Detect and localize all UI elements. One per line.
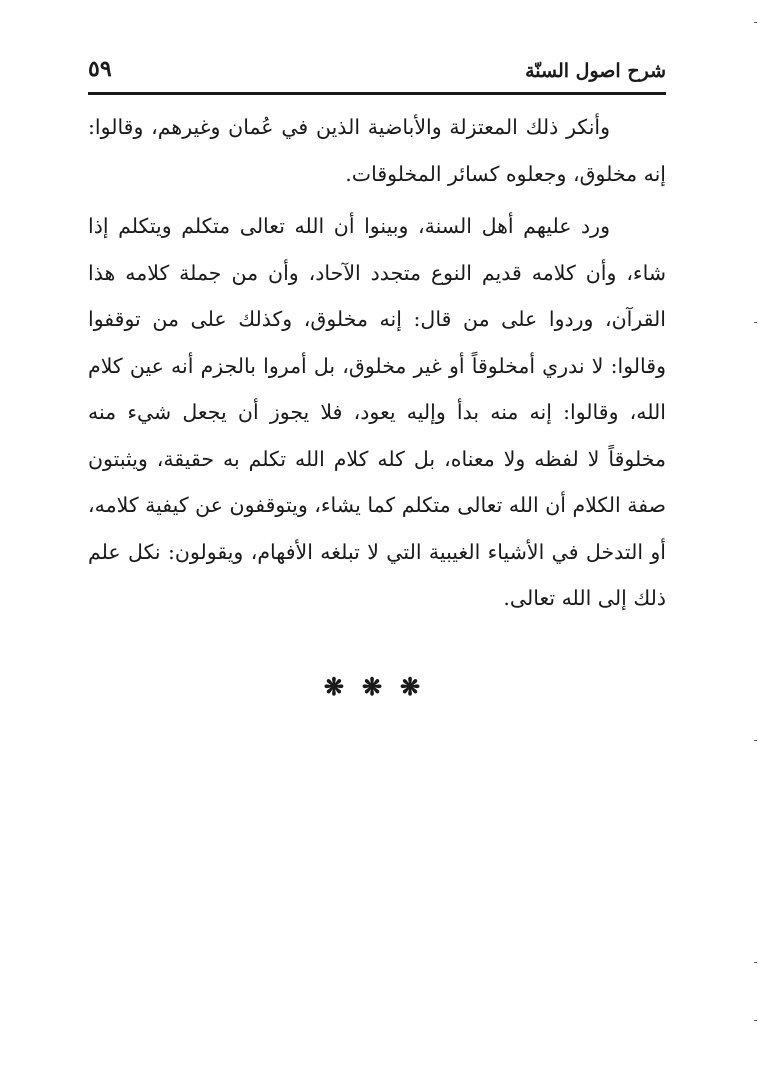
page-number: ٥٩ — [88, 56, 112, 82]
running-title: شرح اصول السنّة — [525, 60, 666, 82]
scan-speck — [754, 740, 757, 741]
header-rule — [88, 92, 666, 95]
scan-speck — [754, 1020, 757, 1021]
scan-speck — [754, 962, 757, 963]
scan-speck — [754, 322, 757, 323]
body-text — [88, 104, 666, 622]
page-header — [88, 52, 666, 92]
section-divider-asterisks: ❋❋❋ — [323, 672, 439, 701]
paragraph-2: ورد عليهم أهل السنة، وبينوا أن الله تعالى متكلم ويتكلم إذا شاء، وأن كلامه قديم النوع متجدد الآحاد، وأن من جملة كلامه هذا القرآن، وردوا على من قال: إنه مخلوق، وكذلك على من توقفوا وقالوا: لا ندري أمخلوقاً أو غير مخلوق، بل أمروا بالجزم أنه عين كلام الله، وقالوا: إنه منه بدأ وإليه يعود، فلا يجوز أن يجعل شيء منه مخلوقاً لا لفظه ولا معناه، بل كله كلام الله تكلم به حقيقة، ويثبتون صفة الكلام أن الله تعالى متكلم كما يشاء، ويتوقفون عن كيفية كلامه، أو التدخل في الأشياء الغيبية التي لا تبلغه الأفهام، ويقولون: نكل علم ذلك إلى الله تعالى. — [88, 214, 666, 610]
paragraph-1: وأنكر ذلك المعتزلة والأباضية الذين في عُمان وغيرهم، وقالوا: إنه مخلوق، وجعلوه كسائر المخلوقات. — [88, 115, 666, 186]
scan-speck — [754, 22, 757, 23]
